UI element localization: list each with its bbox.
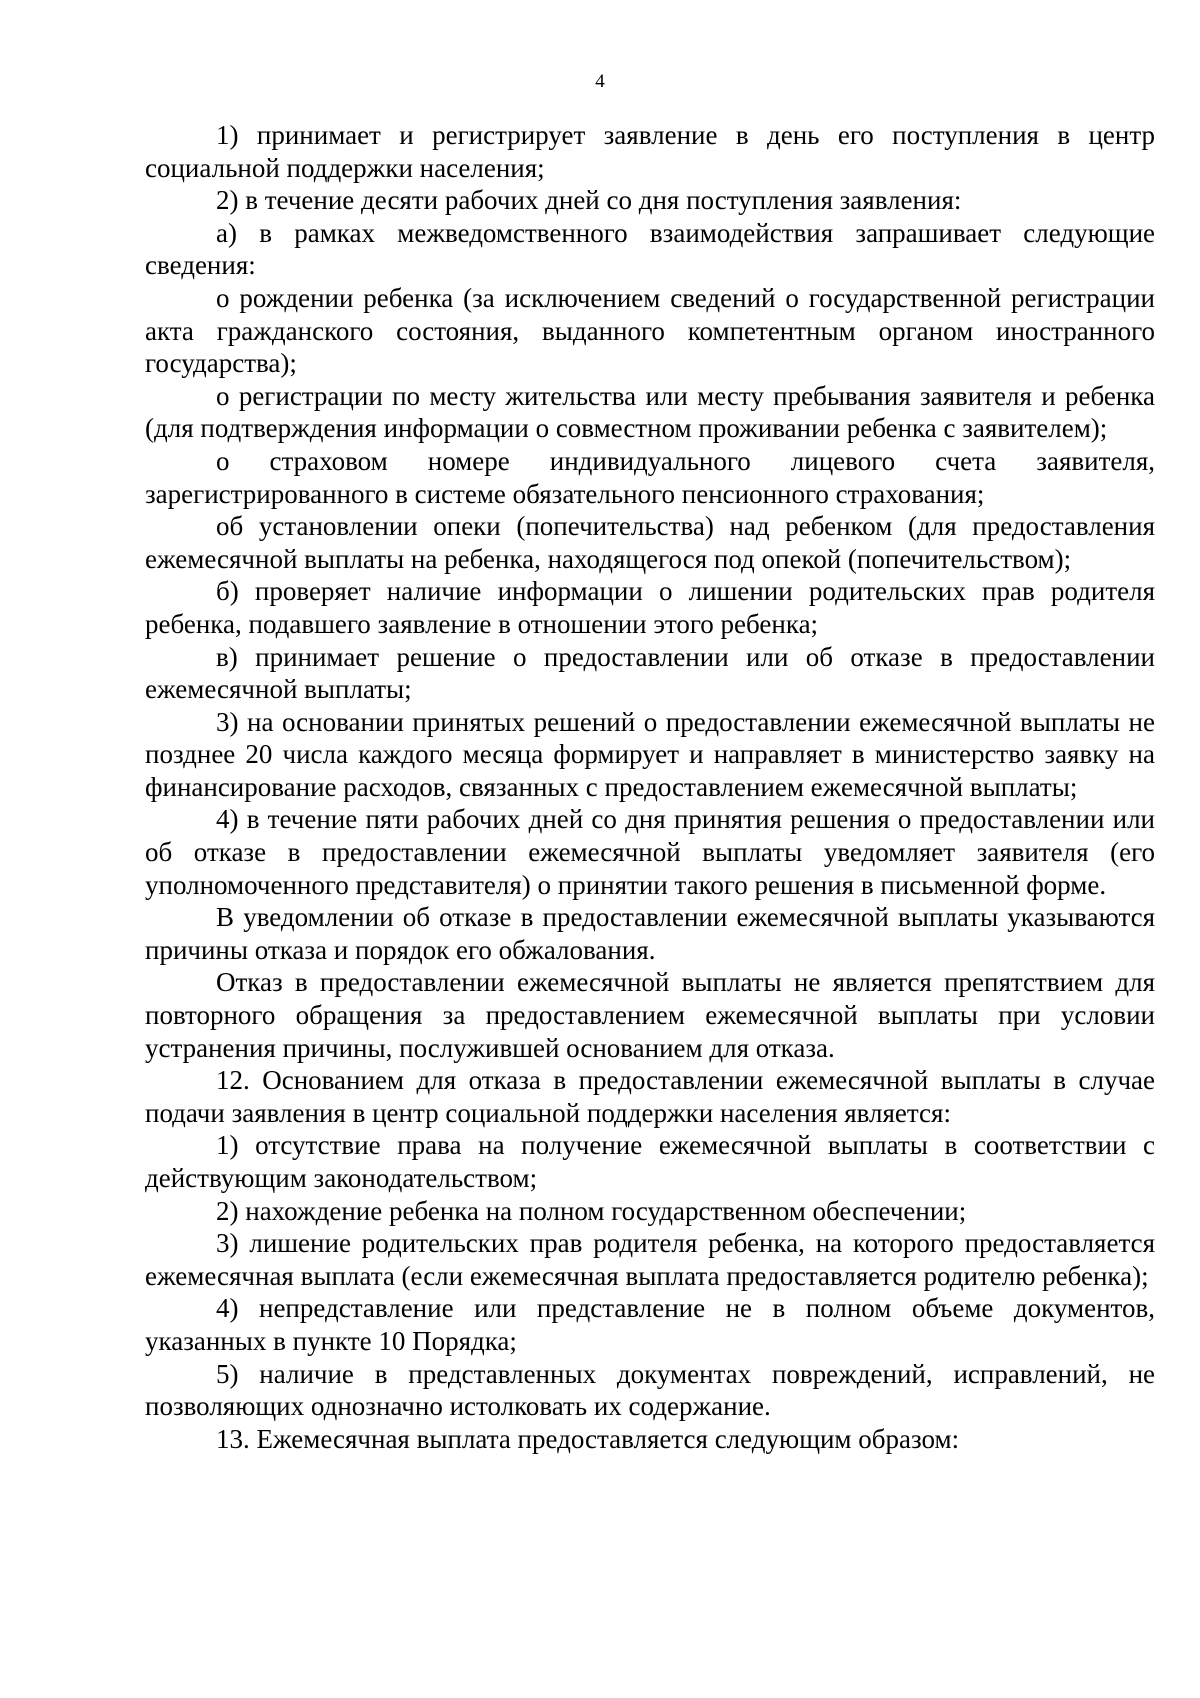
paragraph-ground-2: 2) нахождение ребенка на полном государственном обеспечении;	[216, 1195, 967, 1226]
paragraph-2a-request-info: а) в рамках межведомственного взаимодействия запрашивает следующие сведения:	[145, 217, 1155, 281]
paragraph-refusal-not-obstacle: Отказ в предоставлении ежемесячной выплаты не является препятствием для повторного обращения за предоставлением ежемесячной выплаты при условии устранения причины, послужившей основанием для отказа.	[145, 967, 1155, 1063]
paragraph-ground-3: 3) лишение родительских прав родителя ребенка, на которого предоставляется ежемесячная выплата (если ежемесячная выплата предоставляется родителю ребенка);	[145, 1228, 1155, 1291]
paragraph-ground-4: 4) непредставление или представление не в полном объеме документов, указанных в пункте 10 Порядка;	[145, 1293, 1155, 1356]
paragraph-3-funding-request: 3) на основании принятых решений о предоставлении ежемесячной выплаты не позднее 20 числа каждого месяца формирует и направляет в министерство заявку на финансирование расходов, связанных с предоставлением ежемесячной выплаты;	[145, 706, 1155, 802]
paragraph-guardianship-info: об установлении опеки (попечительства) над ребенком (для предоставления ежемесячной выплаты на ребенка, находящегося под опекой (попечительством);	[145, 511, 1155, 574]
paragraph-13-payment: 13. Ежемесячная выплата предоставляется следующим образом:	[216, 1423, 960, 1454]
paragraph-2b-parental-rights: б) проверяет наличие информации о лишении родительских прав родителя ребенка, подавшего заявление в отношении этого ребенка;	[145, 576, 1155, 639]
paragraph-birth-info: о рождении ребенка (за исключением сведений о государственной регистрации акта гражданского состояния, выданного компетентным органом иностранного государства);	[145, 282, 1155, 379]
paragraph-2-ten-days: 2) в течение десяти рабочих дней со дня поступления заявления:	[216, 185, 962, 216]
document-body	[145, 119, 1155, 1455]
paragraph-2v-decision: в) принимает решение о предоставлении или об отказе в предоставлении ежемесячной выплаты;	[145, 641, 1155, 705]
paragraph-4-notification: 4) в течение пяти рабочих дней со дня принятия решения о предоставлении или об отказе в предоставлении ежемесячной выплаты уведомляет заявителя (его уполномоченного представителя) о принятии такого решения в письменной форме.	[145, 804, 1155, 900]
paragraph-12-grounds: 12. Основанием для отказа в предоставлении ежемесячной выплаты в случае подачи заявления в центр социальной поддержки населения является:	[145, 1065, 1155, 1128]
paragraph-1-register: 1) принимает и регистрирует заявление в день его поступления в центр социальной поддержки населения;	[145, 120, 1155, 183]
paragraph-ground-1: 1) отсутствие права на получение ежемесячной выплаты в соответствии с действующим законодательством;	[145, 1130, 1155, 1193]
paragraph-ground-5: 5) наличие в представленных документах повреждений, исправлений, не позволяющих однозначно истолковать их содержание.	[145, 1358, 1155, 1422]
page-number: 4	[595, 71, 605, 92]
paragraph-refusal-reasons: В уведомлении об отказе в предоставлении ежемесячной выплаты указываются причины отказа и порядок его обжалования.	[145, 902, 1155, 965]
paragraph-snils-info: о страховом номере индивидуального лицевого счета заявителя, зарегистрированного в системе обязательного пенсионного страхования;	[145, 445, 1155, 509]
paragraph-residence-info: о регистрации по месту жительства или месту пребывания заявителя и ребенка (для подтверждения информации о совместном проживании ребенка с заявителем);	[145, 380, 1155, 444]
